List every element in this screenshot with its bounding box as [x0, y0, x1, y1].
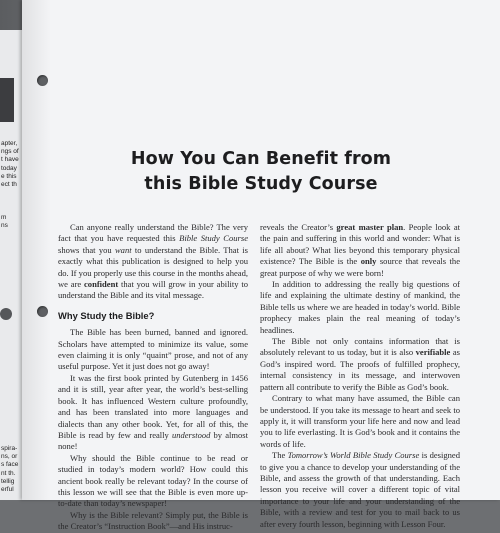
binder-hole — [37, 75, 48, 86]
body-paragraph: Why should the Bible continue to be read or studied in today’s modern world? How could this ancient book really be relevant today? In the course of this lesson we will see that the Bible is even more up-to-date than today’s newspaper! — [58, 452, 248, 509]
underlying-text-fragment: spira- — [1, 445, 18, 452]
binder-hole — [37, 306, 48, 317]
underlying-text-fragment: today — [1, 164, 17, 172]
underlying-text-fragment: e this — [1, 172, 17, 180]
underlying-text-fragment: nt th. — [1, 469, 16, 477]
body-paragraph: The Bible has been burned, banned and ignored. Scholars have attempted to minimize its value, some even claiming it is only “quaint” prose, and not of any useful purpose. Yet it just does not go away! — [58, 327, 248, 372]
underlying-text-fragment: erful — [1, 486, 14, 493]
body-paragraph: Why is the Bible relevant? Simply put, the Bible is the Creator’s “Instruction Book”—and His instruc- — [58, 509, 248, 532]
left-column — [58, 222, 248, 533]
page-title-line-2: this Bible Study Course — [144, 174, 378, 194]
underlying-text-fragment: apter, — [1, 140, 18, 147]
body-paragraph: The Tomorrow’s World Bible Study Course is designed to give you a chance to develop your understanding of the Bible, and assess the growth of that understanding. Each lesson you receive will cover a different topic of vital importance to your life and your understanding of the Bible, with a review and test for you to mail back to us after every fourth lesson, beginning with Lesson Four. — [260, 450, 460, 529]
body-paragraph: The Bible not only contains information that is absolutely relevant to us today, but it is also verifiable as God’s inspired word. The proofs of fulfilled prophecy, internal consistency in its message, and interwoven pattern all contribute to verify the Bible as God’s book. — [260, 336, 460, 392]
underlying-text-fragment: ns — [1, 222, 8, 229]
page-tab-marker — [0, 78, 14, 122]
underlying-text-fragment: tellig — [1, 477, 15, 485]
section-heading: Why Study the Bible? — [58, 309, 155, 321]
underlying-text-fragment: ns, or — [1, 453, 18, 461]
body-paragraph: It was the first book printed by Gutenberg in 1456 and it is still, year after year, the world’s best-selling book. It has influenced Western culture profoundly, and has been translated into more languages and dialects than any other book. Yet, for all of this, the Bible is read by few and really understood by almost none! — [58, 372, 248, 452]
right-column — [260, 222, 460, 530]
underlying-text-fragment: ect th — [1, 181, 17, 188]
page-title-line-1: How You Can Benefit from — [130, 149, 392, 169]
body-paragraph: In addition to addressing the really big questions of life and explaining the ultimate destiny of mankind, the Bible tells us where we are headed in today’s world. Bible prophecy makes plain the real meaning of today’s headlines. — [260, 279, 460, 335]
underlying-text-fragment: ngs of — [1, 148, 19, 156]
binder-hole — [0, 308, 12, 320]
body-paragraph: reveals the Creator’s great master plan. People look at the pain and suffering in this world and wonder: What is life all about? What lies beyond this temporary physical existence? The Bible is the only source that reveals the great purpose of why we were born! — [260, 222, 461, 278]
intro-paragraph: Can anyone really understand the Bible? The very fact that you have requested this Bible Study Course shows that you want to understand the Bible. That is exactly what this publication is designed to help you do. If you properly use this course in the months ahead, we are confident that you will grow in your ability to understand the Bible and its vital message. — [58, 222, 248, 301]
body-paragraph: Contrary to what many have assumed, the Bible can be understood. If you take its message to heart and seek to apply it, it will transform your life here and now and lead you to life everlasting. It is God’s book and it contains the words of life. — [260, 393, 460, 449]
underlying-text-fragment: t have — [1, 156, 19, 164]
document-page — [22, 0, 500, 532]
underlying-text-fragment: m — [1, 213, 7, 221]
underlying-text-fragment: s face — [1, 461, 19, 469]
